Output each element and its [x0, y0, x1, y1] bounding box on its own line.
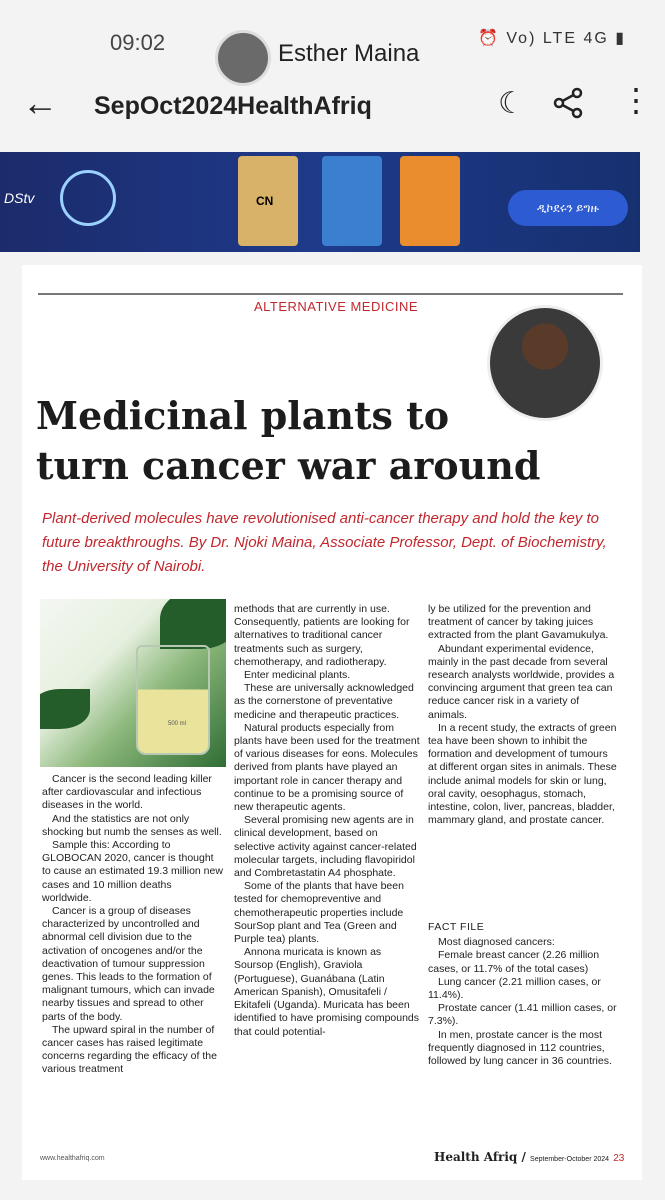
leaf-shape: [160, 599, 226, 649]
paragraph: These are universally acknowledged as the cornerstone of preventative medicine and therapeutic practices.: [234, 682, 414, 721]
banner-cta-button[interactable]: ዲኮደሩን ይግዙ: [508, 190, 628, 226]
paragraph: Enter medicinal plants.: [244, 669, 351, 682]
beaker-label: 500 ml: [168, 721, 187, 727]
fact-item: Most diagnosed cancers:: [438, 936, 555, 949]
paragraph: The upward spiral in the number of cancer cases has raised legitimate concerns regarding the efficacy of the various treatment: [42, 1023, 217, 1076]
headline: [36, 391, 596, 491]
dark-mode-icon[interactable]: ☾: [498, 87, 525, 120]
fact-item: In men, prostate cancer is the most frequently diagnosed in 112 countries, followed by lung cancer in 36 countries.: [428, 1028, 612, 1068]
signal-indicators: ⏰ Vo) LTE 4G ▮: [478, 30, 627, 47]
banner-tile-show: [400, 156, 460, 246]
section-rule: [38, 293, 623, 295]
footer-brand: Health Afriq / September-October 2024 23: [434, 1150, 625, 1164]
footer-url: www.healthafriq.com: [40, 1155, 105, 1162]
fact-item: Prostate cancer (1.41 million cases, or 7.3%).: [428, 1002, 617, 1028]
headline-line-1: Medicinal plants to: [36, 393, 450, 438]
more-options-icon[interactable]: ⋮: [620, 82, 652, 118]
paragraph: Cancer is a group of diseases characterized by uncontrolled and abnormal cell division due to the activation of oncogenes and/or the deactivation of tumour suppression genes. This leads to the formation of malignant tumours, which can invade nearby tissues and spread to other parts of the body.: [42, 905, 215, 1023]
paragraph: Natural products especially from plants have been used for the treatment of various diseases for eons. Molecules derived from plants have played an important role in cancer therapy and continue to be a promising source of new therapeutic agents.: [234, 721, 420, 814]
network-indicator: Vo) LTE 4G: [506, 30, 609, 47]
article-column-1: [42, 773, 224, 1077]
document-title: SepOct2024HealthAfriq: [94, 92, 372, 120]
paragraph: In a recent study, the extracts of green tea have been shown to inhibit the formation and development of tumours at different organ sites in animals. These include animal models for skin or lung, oral cavity, oesophagus, stomach, intestine, colon, liver, pancreas, bladder, mammary gland, and prostate cancer.: [428, 721, 617, 827]
status-time: 09:02: [110, 30, 166, 55]
app-bar: [0, 70, 665, 140]
fact-file-heading: FACT FILE: [428, 921, 485, 933]
paragraph: Sample this: According to GLOBOCAN 2020, cancer is thought to cause an estimated 19.3 million new cases and 10 million deaths worldwide.: [42, 839, 223, 904]
banner-tile-paw: [322, 156, 382, 246]
paragraph: methods that are currently in use. Consequently, patients are looking for alternatives to traditional cancer treatments such as surgery, chemotherapy, and radiotherapy.: [234, 603, 410, 668]
banner-logo-icon: [60, 170, 116, 226]
leaf-shape: [40, 689, 90, 729]
fact-item: Lung cancer (2.21 million cases, or 11.4%).: [428, 975, 601, 1002]
banner-tile-label: CN: [256, 194, 274, 208]
beaker-image: [136, 645, 210, 755]
back-arrow-icon[interactable]: ←: [22, 82, 58, 123]
paragraph: Abundant experimental evidence, mainly in the past decade from several research analysts worldwide, provides a convincing argument that green tea can reduce cancer risk in a variety of animals.: [428, 642, 615, 721]
user-name[interactable]: Esther Maina: [278, 40, 420, 67]
article-column-3: [428, 603, 618, 827]
magazine-page: [22, 265, 642, 1180]
paragraph: And the statistics are not only shocking but numb the senses as well.: [42, 812, 222, 838]
banner-ad[interactable]: [0, 152, 640, 252]
banner-tile-cn: [238, 156, 298, 246]
fact-item: Female breast cancer (2.26 million cases, or 11.7% of the total cases): [428, 949, 600, 975]
paragraph: Cancer is the second leading killer after cardiovascular and infectious diseases in the world.: [42, 773, 212, 812]
article-column-2: [234, 603, 420, 1039]
share-icon[interactable]: [552, 86, 586, 120]
paragraph: Several promising new agents are in clinical development, based on selective activity against cancer-related molecular targets, including flavopiridol and Combretastatin A4 phosphate.: [234, 814, 417, 880]
banner-brand: DStv: [4, 190, 35, 206]
footer-brand-name: Health Afriq: [434, 1150, 518, 1164]
paragraph: ly be utilized for the prevention and treatment of cancer by taking juices extracted from the plant Gavamukulya.: [428, 603, 609, 642]
standfirst: Plant-derived molecules have revolutionised anti-cancer therapy and hold the key to future breakthroughs. By Dr. Njoki Maina, Associate Professor, Dept. of Biochemistry, the University of Nairobi.: [42, 510, 607, 575]
headline-line-2: turn cancer war around: [36, 443, 541, 488]
footer-date: September-October 2024: [530, 1156, 610, 1163]
paragraph: Some of the plants that have been tested for chemopreventive and chemotherapeutic properties include SourSop plant and Tea (Green and Purple tea) plants.: [234, 880, 404, 946]
fact-file: [428, 921, 618, 1068]
section-label: ALTERNATIVE MEDICINE: [253, 299, 419, 314]
paragraph: Annona muricata is known as Soursop (English), Graviola (Portuguese), Guanábana (Latin American Spanish), Omusitafeli / Ekitafeli (Uganda). Muricata has been identified to have promising compounds that could potential-: [234, 946, 420, 1038]
page-number: 23: [613, 1153, 625, 1164]
status-bar: [0, 0, 665, 70]
article-photo: [40, 599, 226, 767]
